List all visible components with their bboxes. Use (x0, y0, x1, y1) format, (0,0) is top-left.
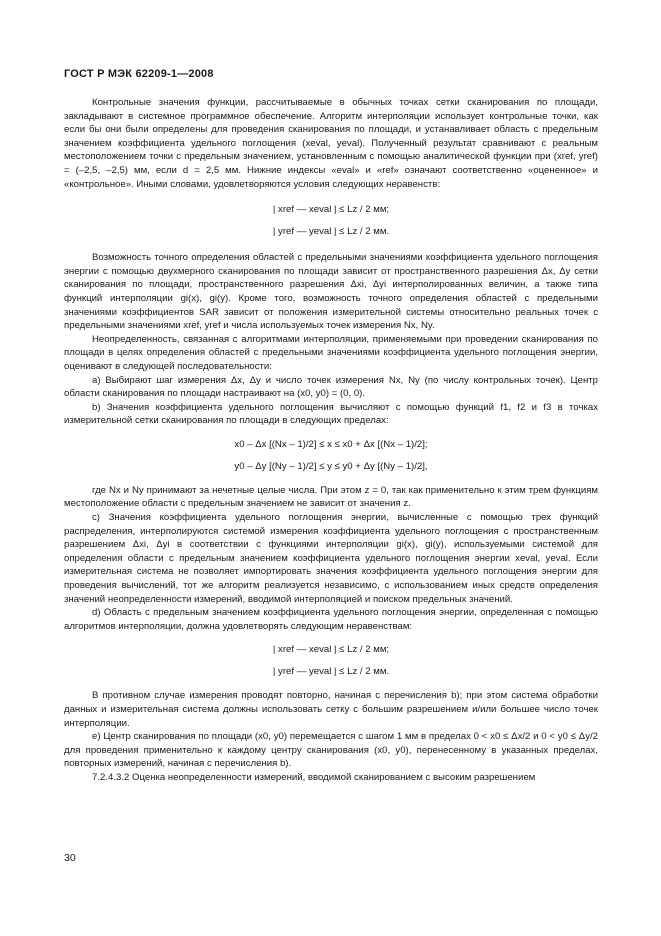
equation-y-condition: | yref — yeval | ≤ Lz / 2 мм. (272, 226, 390, 238)
list-item-b: b) Значения коэффициента удельного поглощения вычисляют с помощью функций f1, f2 и f3 в точках измерительной сетки сканирования по площади в следующих пределах: (64, 401, 598, 427)
paragraph-uncertainty: Неопределенность, связанная с алгоритмами интерполяции, применяемыми при проведении сканирования по площади в целях определения областей с предельными значениями коэффициента удельного поглощения энергии, оценивают в следующей последовательности: (64, 333, 598, 372)
list-item-e: e) Центр сканирования по площади (x0, y0) перемещается с шагом 1 мм в пределах 0 < x0 ≤ Δx/2 и 0 < y0 ≤ Δy/2 для проведения применительно к каждому центру сканирования (x0, y0), перенесенному в указанных пределах, повторных измерений, начиная с перечисления b). (64, 731, 598, 770)
paragraph-odd-numbers: где Nx и Ny принимают за нечетные целые числа. При этом z = 0, так как применительно к этим трем функциям местоположение области с предельным значением не зависит от значения z. (64, 484, 598, 510)
equation-y-condition-2: | yref — yeval | ≤ Lz / 2 мм. (272, 666, 390, 678)
list-item-c: c) Значения коэффициента удельного поглощения энергии, вычисленные с помощью трех функций распределения, интерполируются системой измерения коэффициента удельного поглощения с пространственным разрешением Δxi, Δyi в соответствии с функциями интерполяции gi(x), gi(y), используемыми системой для определения области с предельным значением коэффициента удельного поглощения энергии xeval, yeval. Если измерительная система не позволяет импортировать значения коэффициента удельного поглощения энергии для проведения вычислений, тот же алгоритм реализуется независимо, с использованием иных средств определения значений неопределенности измерений, вводимой интерполяцией и поиском предельных значений. (64, 512, 598, 605)
paragraph-otherwise: В противном случае измерения проводят повторно, начиная с перечисления b); при этом система обработки данных и измерительная система должны использовать сетку с большим разрешением и/или большее число точек интерполяции. (64, 690, 598, 729)
equation-x-range: x0 – Δx [(Nx – 1)/2] ≤ x ≤ x0 + Δx [(Nx – 1)/2]; (234, 438, 428, 450)
document-body (64, 96, 598, 785)
paragraph-intro: Контрольные значения функции, рассчитываемые в обычных точках сетки сканирования по площади, закладывают в системное программное обеспечение. Алгоритм интерполяции использует контрольные точки, как если бы они были определены для проведения сканирования по площади, и устанавливает область с предельным значением коэффициента удельного поглощения (xeval, yeval). Полученный результат сравнивают с реальным местоположением точки с предельным значением, установленным с помощью аналитической функции при (xref, yref) = (–2,5, –2,5) мм, если d = 2,5 мм. Нижние индексы «eval» и «ref» означают соответственно «оцененное» и «контрольное». Иными словами, удовлетворяются условия следующих неравенств: (64, 97, 598, 190)
equation-x-condition: | xref — xeval | ≤ Lz / 2 мм; (272, 204, 390, 216)
equation-y-range: y0 – Δy [(Ny – 1)/2] ≤ y ≤ y0 + Δy [(Ny – 1)/2], (234, 460, 428, 472)
list-item-a: a) Выбирают шаг измерения Δx, Δy и число точек измерения Nx, Ny (по числу контрольных точек). Центр области сканирования по площади настраивают на (x0, y0) = (0, 0). (64, 374, 598, 400)
equation-x-condition-2: | xref — xeval | ≤ Lz / 2 мм; (272, 644, 390, 656)
paragraph-accuracy: Возможность точного определения областей с предельными значениями коэффициента удельного поглощения энергии с помощью двухмерного сканирования по площади зависит от пространственного разрешения Δx, Δy сетки сканирования по площади, пространственного разрешения Δxi, Δyi интерполированных величин, а также типа функций интерполяции gi(x), gi(y). Кроме того, возможность точного определения областей с предельными значениями коэффициентов SAR зависит от положения измерительной системы относительно реальных точек с предельными значениями xref, yref и числа используемых точек измерения Nx, Ny. (64, 252, 598, 332)
list-item-d: d) Область с предельным значением коэффициента удельного поглощения энергии, определенная с помощью алгоритмов интерполяции, должна удовлетворять следующим неравенствам: (64, 607, 598, 632)
document-header: ГОСТ Р МЭК 62209-1—2008 (64, 68, 214, 80)
page-number: 30 (64, 852, 76, 864)
section-heading-7-2-4-3-2: 7.2.4.3.2 Оценка неопределенности измерений, вводимой сканированием с высоким разрешением (92, 771, 536, 783)
